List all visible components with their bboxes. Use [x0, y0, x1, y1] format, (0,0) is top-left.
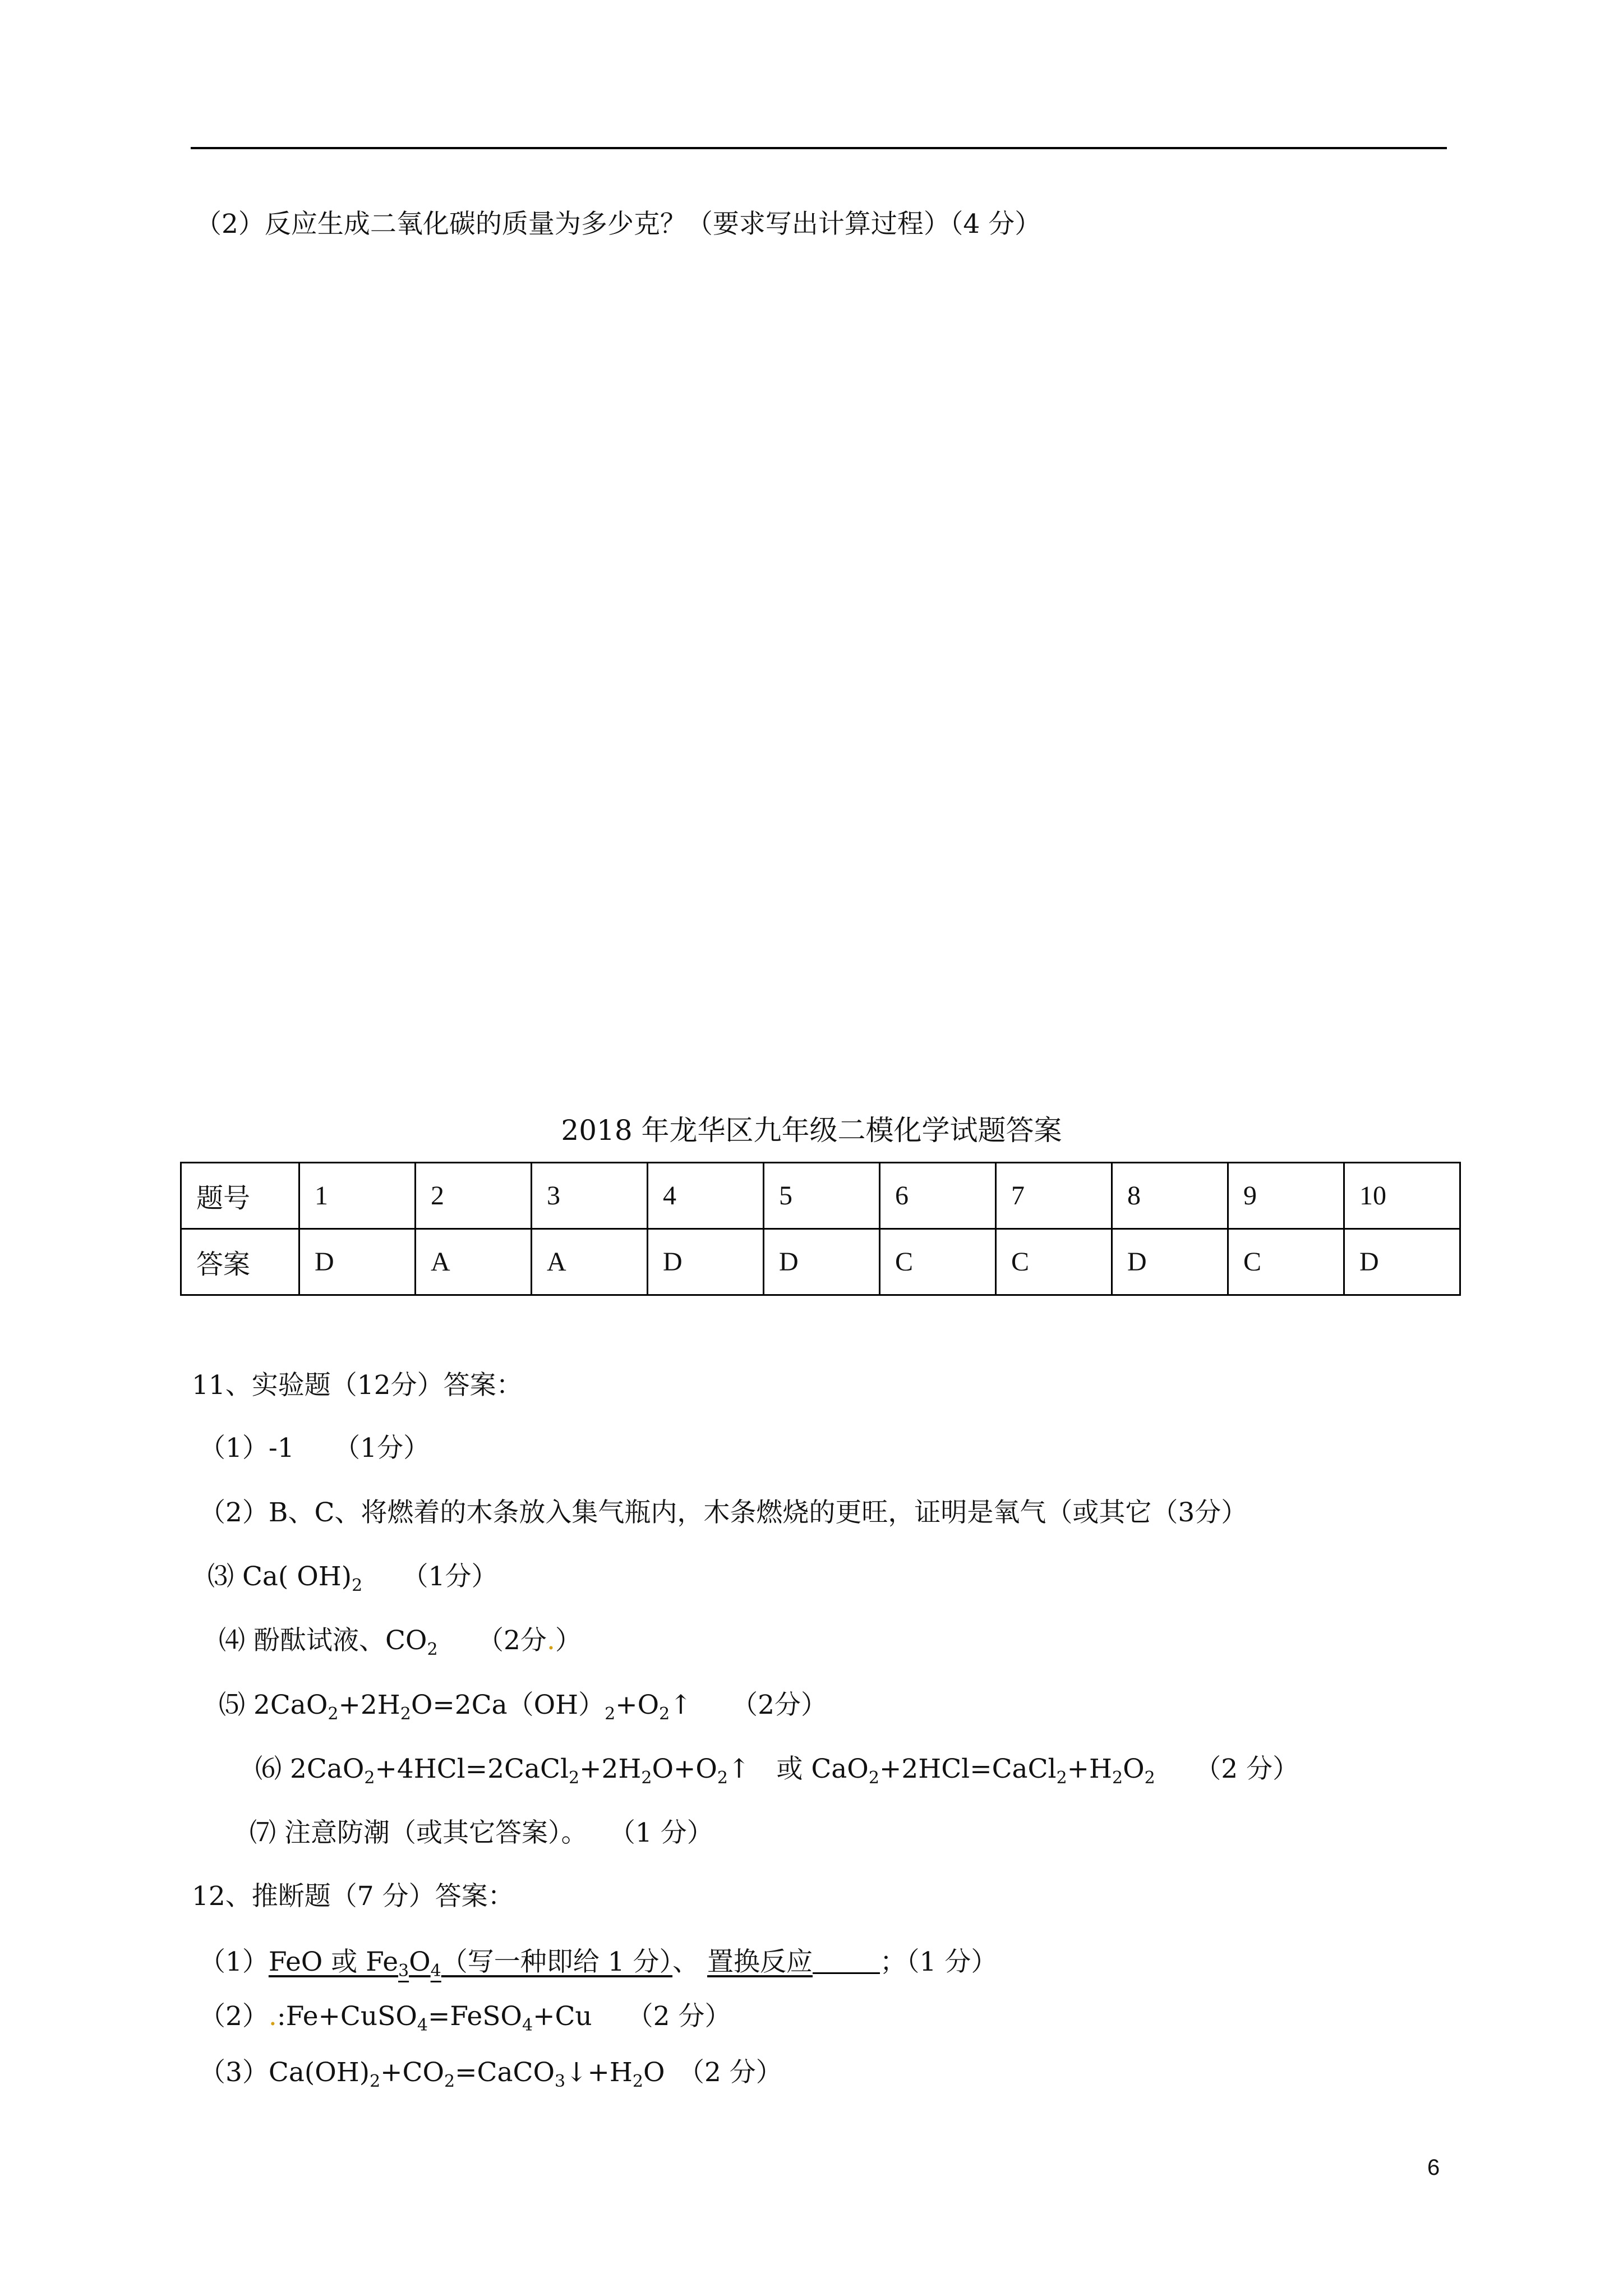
answer-11-7: ⑺ 注意防潮（或其它答案）。 （1 分） [250, 1818, 713, 1848]
answer-11-6: ⑹ $2CaO_2+4HCl=2CaCl_2+2H_2O+O_2↑$ 或 $CaO_2+2HCl=CaCl_2+H_2O_2$ （2 分） [255, 1754, 1299, 1788]
header-rule [191, 147, 1447, 149]
answer-11-4: ⑷ 酚酞试液、$CO_2$ （2分.） [219, 1625, 582, 1659]
table-cell: 1 [299, 1163, 416, 1229]
table-cell: 7 [996, 1163, 1112, 1229]
question-2: （2）反应生成二氧化碳的质量为多少克？（要求写出计算过程）（4 分） [195, 209, 1041, 240]
table-row [181, 1229, 1460, 1295]
table-cell: C [1228, 1229, 1344, 1295]
table-cell: C [996, 1229, 1112, 1295]
answer-11-5: ⑸ $2CaO_2+2H_2O=2Ca(OH)_2+O_2↑$ （2分） [219, 1690, 828, 1724]
answer-12-1: （1）FeO 或 $Fe_3O_4$（写一种即给 1 分）、 置换反应 ；（1 分） [199, 1947, 998, 1981]
table-cell: A [532, 1229, 648, 1295]
table-cell: 题号 [181, 1163, 299, 1229]
table-cell: 答案 [181, 1229, 299, 1295]
table-cell: 9 [1228, 1163, 1344, 1229]
answer-12-2: （2）.:Fe+CuSO$_4$=FeSO$_4$+Cu （2 分） [199, 2001, 731, 2035]
table-cell: D [299, 1229, 416, 1295]
table-cell: D [1344, 1229, 1460, 1295]
table-cell: 3 [532, 1163, 648, 1229]
table-cell: 8 [1112, 1163, 1228, 1229]
answer-11-3: ⑶ Ca( $OH)_2$ （1分） [208, 1561, 498, 1595]
answer-11-1: （1）-1 （1分） [199, 1433, 430, 1464]
table-cell: D [764, 1229, 880, 1295]
section-11-heading: 11、实验题（12分）答案： [192, 1370, 523, 1401]
table-cell: 2 [416, 1163, 532, 1229]
table-cell: 10 [1344, 1163, 1460, 1229]
page-number: 6 [1427, 2155, 1440, 2180]
table-cell: D [648, 1229, 764, 1295]
answer-12-3: $(3)Ca(OH)_2+CO_2=CaCO_3↓+H_2O$ （2 分） [199, 2057, 782, 2091]
table-cell: 5 [764, 1163, 880, 1229]
table-row [181, 1163, 1460, 1229]
table-cell: C [880, 1229, 996, 1295]
answer-title: 2018 年龙华区九年级二模化学试题答案 [561, 1114, 1062, 1147]
answer-11-2: （2）B、C、将燃着的木条放入集气瓶内，木条燃烧的更旺，证明是氧气（或其它（3分） [199, 1497, 1248, 1528]
table-cell: 6 [880, 1163, 996, 1229]
answer-blank [813, 1950, 880, 1974]
table-cell: A [416, 1229, 532, 1295]
section-12-heading: 12、推断题（7 分）答案： [192, 1881, 514, 1912]
table-cell: D [1112, 1229, 1228, 1295]
answer-table [180, 1162, 1461, 1296]
table-cell: 4 [648, 1163, 764, 1229]
